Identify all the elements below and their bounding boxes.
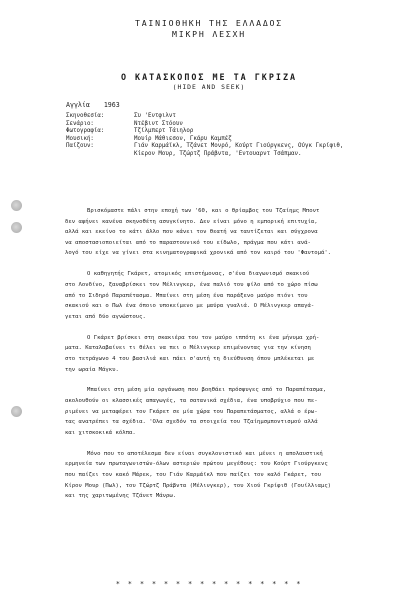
synopsis-paragraph (65, 206, 395, 259)
text-line: Κίρον Μουρ (Πωλ), του Τζώρτζ Πράβντα (Μέλινγκερ), του Χιού Γκρίφιθ (Γουίλλιαμς) (65, 482, 332, 489)
credit-row (66, 143, 343, 151)
punch-hole (11, 200, 22, 211)
synopsis-paragraph (65, 333, 395, 375)
credit-value: Ντέβιντ Στόουν (134, 120, 183, 127)
synopsis-paragraph (65, 269, 395, 322)
text-line: που παίζει τον κακό Μάρεκ, του Γιάν Καρμάϊκλ που παίζει τον καλό Γκάρετ, του (65, 472, 321, 479)
punch-hole (11, 406, 22, 417)
text-line: την ωραία Μάγκυ. (65, 366, 119, 373)
film-country: Αγγλία (66, 101, 90, 109)
text-line: Βρισκόμαστε πάλι στην εποχή των '60, και ο θρίαμβος του Τζαίημς Μποντ (87, 208, 320, 214)
film-country-year (66, 101, 120, 109)
film-title: Ο ΚΑΤΑΣΚΟΠΟΣ ΜΕ ΤΑ ΓΚΡΙΖΑ (120, 72, 298, 82)
credit-value-continued: Κίερον Μουρ, Τζώρτζ Πράβντα, 'Εντουαρντ Τσάπμαν. (134, 150, 302, 157)
credit-row (66, 128, 343, 136)
credit-label: Σενάριο: (66, 120, 94, 127)
organization-name: ΤΑΙΝΙΟΘΗΚΗ ΤΗΣ ΕΛΛΑΔΟΣ (134, 18, 284, 28)
credit-value: Γιάν Καρμάϊκλ, Τζάνετ Μονρό, Κούρτ Γιούργκενς, Ούγκ Γκρίφιθ, (134, 143, 344, 150)
text-line: τας ανατρέπει τα σχέδια. 'Ολα σχεδόν τα στοιχεία του Τζαίημσμποντισμού αλλά (65, 419, 318, 426)
text-line: σκακιού και ο Πωλ ένα όποιο υποκείμενο με μαύρα γυαλιά. Ο Μέλινγκερ απαγά- (65, 303, 315, 310)
credit-row (66, 113, 343, 121)
credit-value: Συ 'Εντφιλντ (134, 113, 176, 119)
organization-subtitle: ΜΙΚΡΗ ΛΕΣΧΗ (171, 29, 247, 39)
text-line: και της χαριτωμένης Τζάνετ Μάνρω. (65, 493, 177, 500)
credit-row (66, 121, 343, 129)
credit-value: Μουίρ Μάθιεσον, Γκάρυ Καμπέζ (134, 135, 232, 142)
text-line: Μόνο που το αποτέλεσμα δεν είναι συγκλονιστικό και μένει η απολαυστική (87, 450, 323, 457)
text-line: γεται από δύο αγνώστους. (65, 313, 146, 320)
text-line: δεν αφήνει κανένα σκηνοθέτη ασυγκίνητο. Δεν είναι μόνο η εμπορική επιτυχία, (65, 218, 318, 225)
text-line: ματα. Καταλαβαίνει τι θέλει να πει ο Μέλινγκερ επιμένοντας για την κίνηση (65, 345, 311, 352)
text-line: αλλά και εκείνο το κάτι άλλο που κάνει τον θεατή να ταυτίζεται και σύγχρονα (65, 229, 318, 236)
synopsis-paragraph (65, 449, 395, 502)
punch-hole (11, 222, 22, 233)
credits-block (66, 113, 343, 159)
text-line: στο Λονδίνο, ξαναβρίσκει τον Μέλινγκερ, ένα παλιό του φίλο από το χώρο πίσω (65, 281, 318, 288)
text-line: ακολουθούν οι κλασσικές απαγωγές, τα σατανικά σχέδια, ένα υποβρύχιο που πε- (65, 398, 318, 405)
text-line: Ο Γκάρετ βρίσκει στη σκακιέρα του τον μαύρο ιππότη κι ένα μήνυμα χρή- (87, 334, 320, 341)
credit-label: Παίζουν: (66, 143, 94, 150)
text-line: να αποστασιοποιείται από το παραστουνικό του είδωλο, πράγμα που κάτι ανά- (65, 239, 311, 246)
stars-divider: * * * * * * * * * * * * * * * * (115, 580, 303, 588)
text-line: ριμένει να μεταφέρει τον Γκάρετ σε μία χώρα του Παραπετάσματος, αλλά ο έρω- (65, 408, 318, 415)
text-line: Μπαίνει στη μέση μία οργάνωση που βοηθάει πρόσφυγες από το Παραπέτασμα, (87, 387, 327, 394)
credit-label: Μουσική: (66, 135, 94, 142)
credit-label: Σκηνοθεσία: (66, 113, 105, 119)
text-line: Ο καθηγητής Γκάρετ, ατομικός επιστήμονας, σ'ένα διαγωνισμό σκακιού (87, 271, 310, 278)
synopsis-paragraph (65, 385, 395, 438)
synopsis-text (65, 206, 395, 512)
text-line: στο τετράγωνο 4 του βασιλιά και πάει σ'αυτή τη διεύθυνση όπου μπλέκεται με (65, 355, 315, 362)
credit-label: Φωτογραφία: (66, 128, 105, 135)
credit-value: Τζίλμπερτ Τάιηλορ (134, 128, 194, 135)
text-line: ερμηνεία των πρωταγωνιστών-όλων αστεριών πρώτου μεγέθους: του Κούρτ Γιούργκενς (65, 461, 328, 468)
film-year: 1963 (103, 101, 120, 109)
text-line: από το Σιδηρό Παραπέτασμα. Μπαίνει στη μέση ένα παράξενο μαύρο πιόνι του (65, 292, 308, 299)
text-line: λογό του είχε να γίνει στα κινηματογραφικά χρονικά από τον καιρό του 'Φαντομά'. (65, 250, 332, 257)
film-original-title: (HIDE AND SEEK) (172, 83, 246, 91)
text-line: και χιτσκοκικά κόλπα. (65, 429, 136, 436)
